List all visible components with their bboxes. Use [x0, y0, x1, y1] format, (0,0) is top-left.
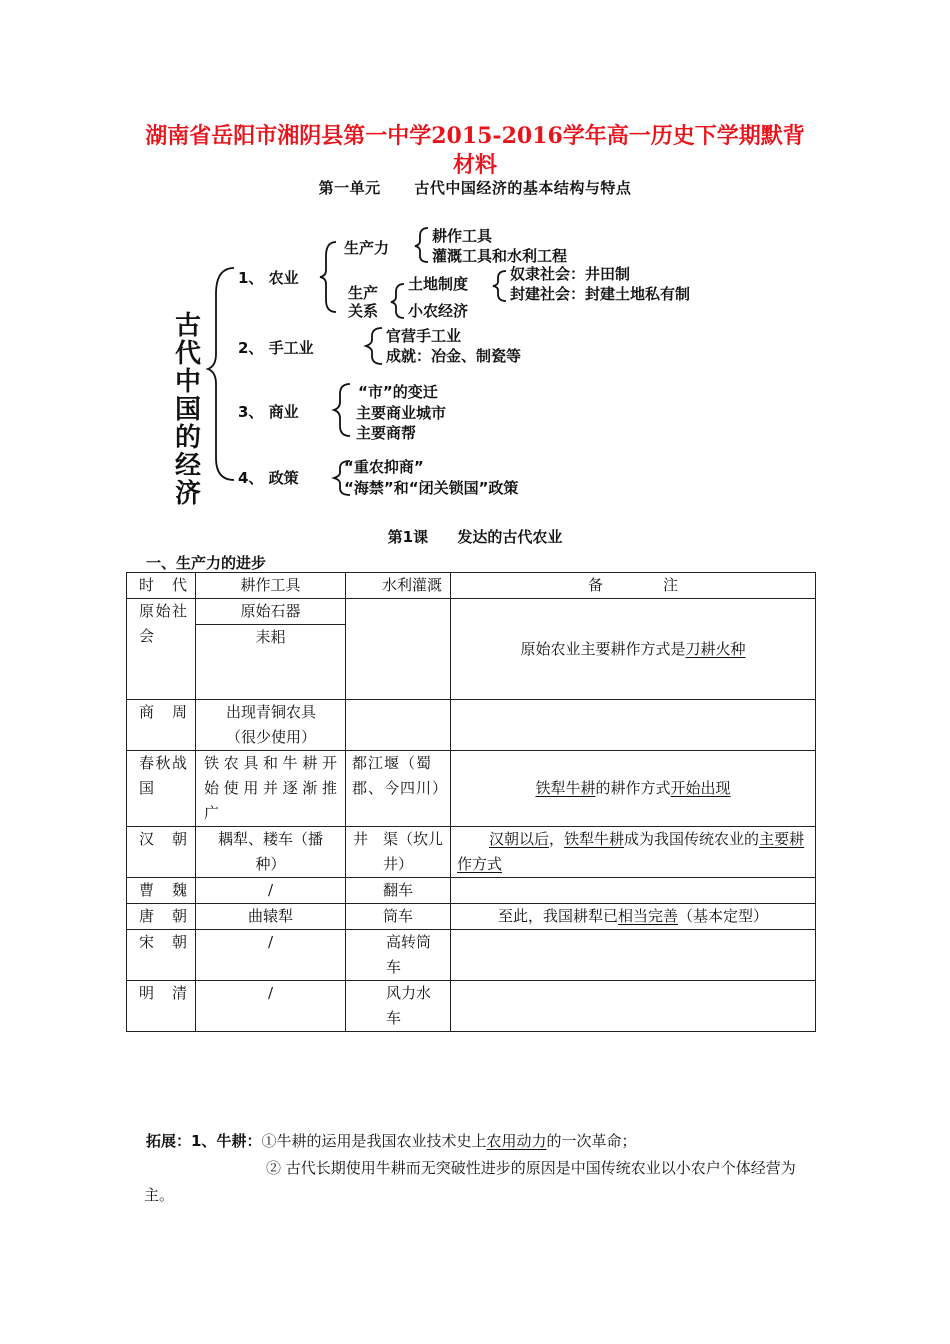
water-shangzhou [346, 700, 451, 751]
land-item-slave: 奴隶社会：井田制 [510, 265, 631, 283]
water-primitive [346, 599, 451, 700]
note-point-2: ② 古代长期使用牛耕而无突破性进步的原因是中国传统农业以小农户个体经营为主。 [144, 1159, 796, 1204]
table-row-chunqiu [127, 751, 816, 827]
commerce-item-market: “市”的变迁 [358, 383, 438, 401]
relations-brace [391, 284, 404, 318]
tool-chunqiu: 铁农具和牛耕开始使用并逐渐推广 [196, 751, 346, 827]
unit-label: 第一单元 [318, 179, 381, 197]
header-era: 时代 [127, 573, 196, 599]
era-mingqing: 明清 [127, 981, 196, 1032]
table-row-mingqing [127, 981, 816, 1032]
title-line-2: 材料 [452, 152, 497, 178]
note-primitive: 原始农业主要耕作方式是刀耕火种 [451, 599, 816, 700]
table-header-row [127, 573, 816, 599]
policy-item-seaban: “海禁”和“闭关锁国”政策 [344, 479, 519, 497]
mindmap-root: 古代中国的经济 [174, 311, 201, 509]
water-song: 高转筒车 [346, 930, 451, 981]
era-shangzhou: 商周 [127, 700, 196, 751]
handicraft-label: 2、 手工业 [238, 339, 314, 357]
note-mingqing [451, 981, 816, 1032]
relations-label-line-1: 生产 [348, 284, 379, 302]
note-caowei [451, 878, 816, 904]
productivity-item-irrigation: 灌溉工具和水利工程 [432, 247, 568, 265]
era-han: 汉朝 [127, 827, 196, 878]
policy-label: 4、 政策 [238, 469, 299, 487]
table-row-caowei [127, 878, 816, 904]
note-han: 汉朝以后，铁犁牛耕成为我国传统农业的主要耕作方式 [451, 827, 816, 878]
tool-caowei: / [196, 878, 346, 904]
land-item-feudal: 封建社会：封建土地私有制 [510, 285, 691, 303]
water-caowei: 翻车 [346, 878, 451, 904]
extension-label: 拓展：1、牛耕： [146, 1132, 262, 1150]
tool-tang: 曲辕犁 [196, 904, 346, 930]
title-line-1: 湖南省岳阳市湘阴县第一中学2015-2016学年高一历史下学期默背 [145, 123, 805, 149]
era-song: 宋朝 [127, 930, 196, 981]
table-row-han [127, 827, 816, 878]
commerce-brace [334, 384, 350, 436]
water-han: 井 渠（坎儿井） [346, 827, 451, 878]
tool-han: 耦犁、耧车（播种） [196, 827, 346, 878]
agriculture-label: 1、 农业 [238, 269, 299, 287]
water-chunqiu: 都江堰（蜀郡、今四川） [346, 751, 451, 827]
productivity-label: 生产力 [344, 239, 390, 257]
agriculture-table [126, 572, 816, 1032]
policy-item-agriculture: “重农抑商” [344, 458, 424, 476]
note-song [451, 930, 816, 981]
era-chunqiu: 春秋战国 [127, 751, 196, 827]
root-brace [208, 268, 234, 480]
lesson-label: 第1课 [387, 528, 429, 546]
tool-song: / [196, 930, 346, 981]
table-row-song [127, 930, 816, 981]
handicraft-brace [366, 328, 382, 364]
note-point-1: 拓展：1、牛耕：①牛耕的运用是我国农业技术史上农用动力的一次革命； [146, 1132, 637, 1150]
water-tang: 筒车 [346, 904, 451, 930]
note-chunqiu: 铁犁牛耕的耕作方式开始出现 [451, 751, 816, 827]
water-mingqing: 风力水车 [346, 981, 451, 1032]
handicraft-item-achievement: 成就：冶金、制瓷等 [386, 347, 522, 365]
commerce-label: 3、 商业 [238, 403, 299, 421]
header-note: 备 注 [451, 573, 816, 599]
small-peasant-label: 小农经济 [408, 302, 469, 320]
extension-notes [146, 1128, 816, 1209]
era-tang: 唐朝 [127, 904, 196, 930]
commerce-item-merchants: 主要商帮 [356, 424, 417, 442]
note-shangzhou [451, 700, 816, 751]
unit-name: 古代中国经济的基本结构与特点 [414, 179, 632, 197]
tool-leisi: 耒耜 [196, 625, 346, 700]
handicraft-item-official: 官营手工业 [386, 327, 462, 345]
tool-stone: 原始石器 [196, 599, 346, 625]
header-tool: 耕作工具 [196, 573, 346, 599]
document-title [120, 122, 830, 180]
lesson-heading [0, 526, 950, 547]
agriculture-brace [320, 242, 336, 312]
era-primitive: 原始社会 [127, 599, 196, 700]
relations-label-line-2: 关系 [348, 302, 379, 320]
table-row-primitive [127, 599, 816, 625]
header-water: 水利灌溉 [346, 573, 451, 599]
table-row-tang [127, 904, 816, 930]
note-tang: 至此，我国耕犁已相当完善（基本定型） [451, 904, 816, 930]
tool-mingqing: / [196, 981, 346, 1032]
table-row-shangzhou [127, 700, 816, 751]
section-heading: 一、生产力的进步 [146, 554, 267, 572]
productivity-item-tools: 耕作工具 [432, 227, 493, 245]
tool-shangzhou: 出现青铜农具（很少使用） [196, 700, 346, 751]
land-system-label: 土地制度 [408, 275, 469, 293]
productivity-brace [415, 228, 428, 262]
era-caowei: 曹魏 [127, 878, 196, 904]
lesson-name: 发达的古代农业 [457, 528, 563, 546]
commerce-item-cities: 主要商业城市 [356, 404, 447, 422]
economy-mindmap [150, 216, 830, 516]
unit-heading [0, 177, 950, 198]
land-brace [493, 271, 506, 301]
